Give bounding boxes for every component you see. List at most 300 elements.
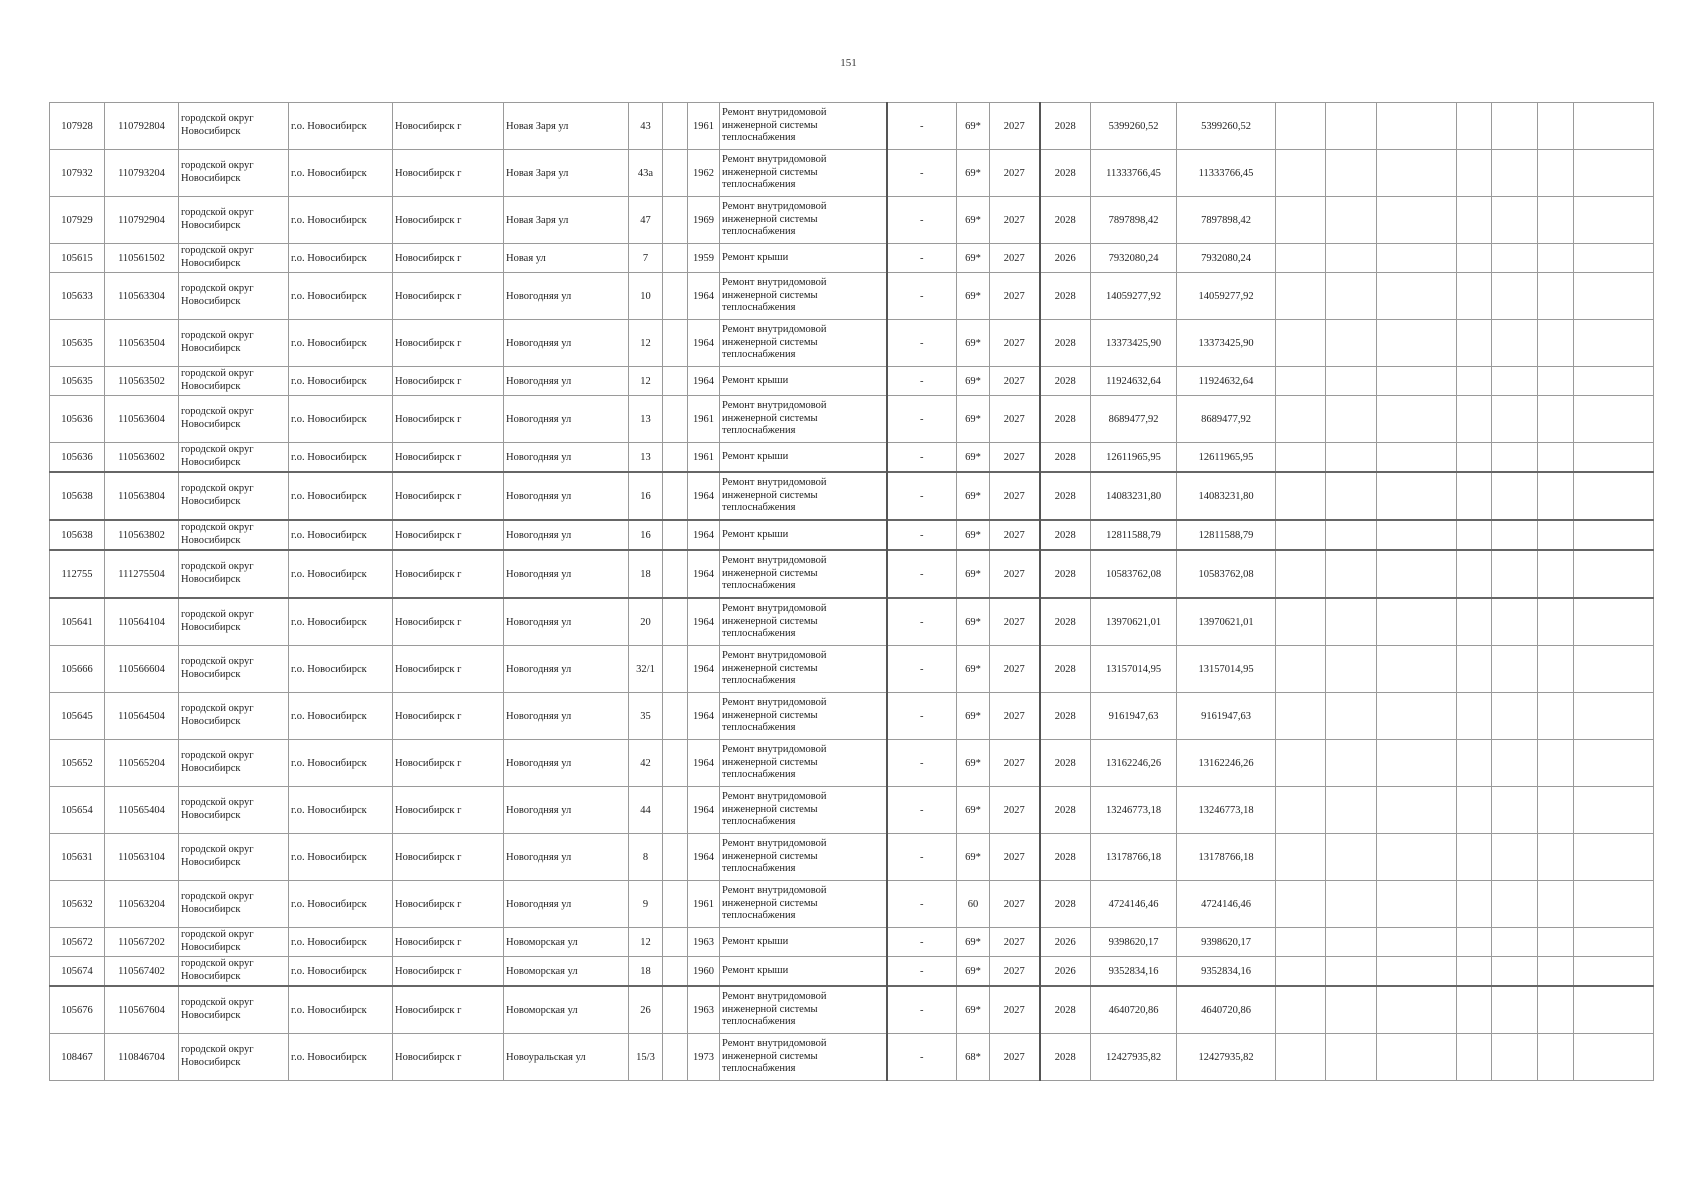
- table-row: [50, 367, 1654, 396]
- cell-blank: [1538, 103, 1574, 150]
- cell-blank: [1276, 550, 1326, 598]
- cell-work-year: 2026: [1040, 957, 1091, 987]
- cell-cost-fund: 9398620,17: [1177, 928, 1276, 957]
- cell-cost-fund: 7897898,42: [1177, 197, 1276, 244]
- cell-dash: -: [887, 150, 957, 197]
- cell-wear-percent: 69*: [957, 443, 990, 473]
- cell-blank: [1326, 834, 1377, 881]
- cell-record-id: 105632: [50, 881, 105, 928]
- cell-blank: [1574, 396, 1654, 443]
- table-row: [50, 787, 1654, 834]
- cell-street: Новогодняя ул: [504, 693, 629, 740]
- cell-object-code: 110567402: [105, 957, 179, 987]
- cell-district: городской округ Новосибирск: [179, 367, 289, 396]
- cell-blank: [1492, 244, 1538, 273]
- cell-blank: [663, 550, 688, 598]
- cell-municipality: г.о. Новосибирск: [289, 1034, 393, 1081]
- cell-street: Новогодняя ул: [504, 443, 629, 473]
- cell-wear-percent: 69*: [957, 550, 990, 598]
- cell-plan-year: 2027: [990, 834, 1040, 881]
- cell-object-code: 110563304: [105, 273, 179, 320]
- cell-house-number: 35: [629, 693, 663, 740]
- cell-record-id: 105615: [50, 244, 105, 273]
- cell-blank: [1276, 986, 1326, 1034]
- cell-dash: -: [887, 598, 957, 646]
- cell-blank: [1457, 693, 1492, 740]
- cell-wear-percent: 69*: [957, 320, 990, 367]
- cell-plan-year: 2027: [990, 1034, 1040, 1081]
- cell-build-year: 1964: [688, 550, 720, 598]
- cell-work-year: 2028: [1040, 834, 1091, 881]
- cell-city: Новосибирск г: [393, 472, 504, 520]
- cell-municipality: г.о. Новосибирск: [289, 693, 393, 740]
- cell-municipality: г.о. Новосибирск: [289, 550, 393, 598]
- cell-house-number: 18: [629, 550, 663, 598]
- cell-blank: [1492, 881, 1538, 928]
- cell-record-id: 105638: [50, 520, 105, 550]
- cell-municipality: г.о. Новосибирск: [289, 957, 393, 987]
- cell-house-number: 12: [629, 928, 663, 957]
- cell-blank: [1538, 520, 1574, 550]
- cell-blank: [1326, 273, 1377, 320]
- cell-blank: [1574, 197, 1654, 244]
- cell-blank: [663, 693, 688, 740]
- cell-wear-percent: 69*: [957, 367, 990, 396]
- cell-work-type: Ремонт внутридомовой инженерной системы теплоснабжения: [720, 787, 887, 834]
- cell-street: Новогодняя ул: [504, 740, 629, 787]
- cell-blank: [1326, 150, 1377, 197]
- cell-cost-fund: 13970621,01: [1177, 598, 1276, 646]
- cell-work-year: 2028: [1040, 881, 1091, 928]
- cell-blank: [1538, 598, 1574, 646]
- cell-house-number: 10: [629, 273, 663, 320]
- cell-dash: -: [887, 396, 957, 443]
- cell-plan-year: 2027: [990, 472, 1040, 520]
- cell-district: городской округ Новосибирск: [179, 550, 289, 598]
- cell-blank: [1538, 881, 1574, 928]
- cell-blank: [1276, 396, 1326, 443]
- cell-municipality: г.о. Новосибирск: [289, 881, 393, 928]
- cell-wear-percent: 69*: [957, 396, 990, 443]
- cell-build-year: 1969: [688, 197, 720, 244]
- cell-dash: -: [887, 646, 957, 693]
- cell-blank: [1326, 598, 1377, 646]
- cell-cost-total: 13246773,18: [1091, 787, 1177, 834]
- cell-blank: [1326, 1034, 1377, 1081]
- cell-street: Новогодняя ул: [504, 472, 629, 520]
- cell-city: Новосибирск г: [393, 244, 504, 273]
- cell-blank: [1457, 472, 1492, 520]
- cell-blank: [1492, 646, 1538, 693]
- cell-wear-percent: 69*: [957, 197, 990, 244]
- cell-cost-fund: 12611965,95: [1177, 443, 1276, 473]
- cell-blank: [663, 881, 688, 928]
- cell-cost-fund: 10583762,08: [1177, 550, 1276, 598]
- cell-street: Новая Заря ул: [504, 103, 629, 150]
- cell-blank: [663, 443, 688, 473]
- cell-district: городской округ Новосибирск: [179, 881, 289, 928]
- cell-record-id: 105631: [50, 834, 105, 881]
- cell-blank: [1492, 598, 1538, 646]
- cell-cost-total: 14059277,92: [1091, 273, 1177, 320]
- cell-blank: [1377, 396, 1457, 443]
- cell-city: Новосибирск г: [393, 740, 504, 787]
- cell-plan-year: 2027: [990, 197, 1040, 244]
- cell-cost-total: 13157014,95: [1091, 646, 1177, 693]
- cell-record-id: 105633: [50, 273, 105, 320]
- cell-cost-total: 13178766,18: [1091, 834, 1177, 881]
- cell-object-code: 110563104: [105, 834, 179, 881]
- cell-street: Новогодняя ул: [504, 273, 629, 320]
- cell-blank: [663, 320, 688, 367]
- cell-wear-percent: 69*: [957, 520, 990, 550]
- table-row: [50, 986, 1654, 1034]
- cell-house-number: 20: [629, 598, 663, 646]
- cell-blank: [1457, 787, 1492, 834]
- cell-city: Новосибирск г: [393, 103, 504, 150]
- table-row: [50, 598, 1654, 646]
- cell-blank: [663, 273, 688, 320]
- cell-street: Новогодняя ул: [504, 396, 629, 443]
- cell-blank: [1457, 1034, 1492, 1081]
- cell-object-code: 110563604: [105, 396, 179, 443]
- cell-object-code: 110563602: [105, 443, 179, 473]
- cell-work-year: 2028: [1040, 598, 1091, 646]
- cell-work-type: Ремонт крыши: [720, 244, 887, 273]
- cell-cost-total: 9398620,17: [1091, 928, 1177, 957]
- cell-blank: [1492, 957, 1538, 987]
- cell-blank: [1538, 787, 1574, 834]
- cell-blank: [1276, 273, 1326, 320]
- cell-blank: [1538, 834, 1574, 881]
- cell-blank: [1574, 598, 1654, 646]
- cell-plan-year: 2027: [990, 367, 1040, 396]
- cell-work-type: Ремонт внутридомовой инженерной системы теплоснабжения: [720, 1034, 887, 1081]
- cell-house-number: 15/3: [629, 1034, 663, 1081]
- cell-blank: [1574, 834, 1654, 881]
- cell-plan-year: 2027: [990, 244, 1040, 273]
- cell-plan-year: 2027: [990, 443, 1040, 473]
- table-row: [50, 273, 1654, 320]
- cell-object-code: 110567202: [105, 928, 179, 957]
- cell-cost-total: 9352834,16: [1091, 957, 1177, 987]
- cell-blank: [1326, 197, 1377, 244]
- cell-blank: [1326, 740, 1377, 787]
- cell-work-year: 2028: [1040, 520, 1091, 550]
- table-row: [50, 740, 1654, 787]
- cell-work-year: 2028: [1040, 197, 1091, 244]
- cell-blank: [1276, 693, 1326, 740]
- cell-blank: [1457, 598, 1492, 646]
- cell-object-code: 110563504: [105, 320, 179, 367]
- cell-work-year: 2028: [1040, 320, 1091, 367]
- cell-plan-year: 2027: [990, 928, 1040, 957]
- cell-municipality: г.о. Новосибирск: [289, 396, 393, 443]
- cell-cost-fund: 11924632,64: [1177, 367, 1276, 396]
- cell-blank: [1457, 273, 1492, 320]
- cell-build-year: 1964: [688, 646, 720, 693]
- cell-blank: [1326, 244, 1377, 273]
- cell-city: Новосибирск г: [393, 550, 504, 598]
- cell-wear-percent: 69*: [957, 957, 990, 987]
- cell-record-id: 105638: [50, 472, 105, 520]
- cell-wear-percent: 69*: [957, 150, 990, 197]
- cell-blank: [1457, 928, 1492, 957]
- cell-district: городской округ Новосибирск: [179, 273, 289, 320]
- cell-work-year: 2028: [1040, 986, 1091, 1034]
- cell-record-id: 105636: [50, 443, 105, 473]
- table-row: [50, 693, 1654, 740]
- cell-blank: [1492, 986, 1538, 1034]
- cell-work-type: Ремонт внутридомовой инженерной системы теплоснабжения: [720, 197, 887, 244]
- cell-work-year: 2028: [1040, 1034, 1091, 1081]
- cell-district: городской округ Новосибирск: [179, 598, 289, 646]
- cell-blank: [1492, 550, 1538, 598]
- cell-street: Новая Заря ул: [504, 150, 629, 197]
- cell-work-type: Ремонт внутридомовой инженерной системы теплоснабжения: [720, 881, 887, 928]
- cell-city: Новосибирск г: [393, 957, 504, 987]
- cell-dash: -: [887, 928, 957, 957]
- cell-blank: [1377, 834, 1457, 881]
- cell-cost-fund: 13246773,18: [1177, 787, 1276, 834]
- cell-street: Новогодняя ул: [504, 550, 629, 598]
- cell-build-year: 1961: [688, 396, 720, 443]
- cell-house-number: 7: [629, 244, 663, 273]
- cell-wear-percent: 69*: [957, 928, 990, 957]
- cell-blank: [1326, 986, 1377, 1034]
- cell-work-year: 2028: [1040, 273, 1091, 320]
- cell-street: Новая ул: [504, 244, 629, 273]
- cell-wear-percent: 69*: [957, 646, 990, 693]
- cell-build-year: 1964: [688, 320, 720, 367]
- cell-blank: [1377, 787, 1457, 834]
- cell-house-number: 43: [629, 103, 663, 150]
- cell-district: городской округ Новосибирск: [179, 957, 289, 987]
- cell-work-type: Ремонт крыши: [720, 367, 887, 396]
- cell-street: Новогодняя ул: [504, 646, 629, 693]
- cell-work-type: Ремонт внутридомовой инженерной системы теплоснабжения: [720, 986, 887, 1034]
- cell-cost-total: 12811588,79: [1091, 520, 1177, 550]
- cell-cost-total: 7932080,24: [1091, 244, 1177, 273]
- cell-blank: [1574, 367, 1654, 396]
- cell-wear-percent: 69*: [957, 693, 990, 740]
- cell-blank: [1538, 273, 1574, 320]
- cell-plan-year: 2027: [990, 273, 1040, 320]
- capital-repair-table: [49, 102, 1654, 1081]
- cell-work-type: Ремонт внутридомовой инженерной системы теплоснабжения: [720, 834, 887, 881]
- cell-wear-percent: 69*: [957, 740, 990, 787]
- table-row: [50, 881, 1654, 928]
- cell-street: Новоморская ул: [504, 986, 629, 1034]
- cell-wear-percent: 69*: [957, 273, 990, 320]
- cell-blank: [1276, 928, 1326, 957]
- cell-record-id: 105641: [50, 598, 105, 646]
- cell-blank: [1326, 103, 1377, 150]
- cell-build-year: 1964: [688, 598, 720, 646]
- cell-blank: [1326, 646, 1377, 693]
- cell-build-year: 1964: [688, 787, 720, 834]
- cell-blank: [663, 197, 688, 244]
- cell-city: Новосибирск г: [393, 320, 504, 367]
- cell-blank: [663, 598, 688, 646]
- cell-municipality: г.о. Новосибирск: [289, 646, 393, 693]
- cell-work-year: 2026: [1040, 244, 1091, 273]
- cell-blank: [1538, 928, 1574, 957]
- cell-city: Новосибирск г: [393, 443, 504, 473]
- cell-dash: -: [887, 367, 957, 396]
- cell-blank: [1377, 244, 1457, 273]
- cell-build-year: 1961: [688, 103, 720, 150]
- cell-dash: -: [887, 244, 957, 273]
- cell-dash: -: [887, 103, 957, 150]
- cell-build-year: 1960: [688, 957, 720, 987]
- cell-work-year: 2028: [1040, 396, 1091, 443]
- cell-blank: [1492, 740, 1538, 787]
- cell-blank: [1326, 520, 1377, 550]
- cell-cost-total: 13162246,26: [1091, 740, 1177, 787]
- cell-district: городской округ Новосибирск: [179, 520, 289, 550]
- cell-plan-year: 2027: [990, 150, 1040, 197]
- cell-build-year: 1964: [688, 472, 720, 520]
- cell-record-id: 105674: [50, 957, 105, 987]
- cell-blank: [1574, 693, 1654, 740]
- cell-cost-fund: 7932080,24: [1177, 244, 1276, 273]
- cell-work-year: 2026: [1040, 928, 1091, 957]
- cell-cost-total: 5399260,52: [1091, 103, 1177, 150]
- cell-municipality: г.о. Новосибирск: [289, 150, 393, 197]
- cell-blank: [663, 103, 688, 150]
- cell-dash: -: [887, 787, 957, 834]
- cell-street: Новогодняя ул: [504, 367, 629, 396]
- cell-blank: [1538, 550, 1574, 598]
- cell-blank: [1574, 740, 1654, 787]
- cell-blank: [1326, 881, 1377, 928]
- cell-blank: [1377, 986, 1457, 1034]
- cell-street: Новогодняя ул: [504, 881, 629, 928]
- cell-blank: [1377, 928, 1457, 957]
- cell-blank: [1326, 472, 1377, 520]
- cell-object-code: 110793204: [105, 150, 179, 197]
- cell-dash: -: [887, 197, 957, 244]
- cell-district: городской округ Новосибирск: [179, 834, 289, 881]
- cell-work-year: 2028: [1040, 367, 1091, 396]
- cell-blank: [663, 1034, 688, 1081]
- cell-build-year: 1964: [688, 740, 720, 787]
- cell-work-year: 2028: [1040, 443, 1091, 473]
- cell-record-id: 107929: [50, 197, 105, 244]
- cell-blank: [1492, 520, 1538, 550]
- cell-blank: [1377, 320, 1457, 367]
- cell-district: городской округ Новосибирск: [179, 103, 289, 150]
- table-body: [50, 103, 1654, 1081]
- cell-blank: [1538, 957, 1574, 987]
- cell-street: Новогодняя ул: [504, 520, 629, 550]
- cell-blank: [1326, 443, 1377, 473]
- cell-city: Новосибирск г: [393, 834, 504, 881]
- cell-wear-percent: 69*: [957, 244, 990, 273]
- cell-plan-year: 2027: [990, 646, 1040, 693]
- cell-cost-total: 7897898,42: [1091, 197, 1177, 244]
- cell-work-type: Ремонт внутридомовой инженерной системы теплоснабжения: [720, 103, 887, 150]
- cell-blank: [663, 957, 688, 987]
- cell-blank: [1276, 957, 1326, 987]
- cell-object-code: 110566604: [105, 646, 179, 693]
- cell-street: Новогодняя ул: [504, 787, 629, 834]
- cell-blank: [1492, 150, 1538, 197]
- cell-house-number: 18: [629, 957, 663, 987]
- cell-work-type: Ремонт внутридомовой инженерной системы теплоснабжения: [720, 740, 887, 787]
- cell-city: Новосибирск г: [393, 787, 504, 834]
- cell-cost-total: 13970621,01: [1091, 598, 1177, 646]
- cell-cost-total: 11333766,45: [1091, 150, 1177, 197]
- cell-object-code: 110565404: [105, 787, 179, 834]
- cell-blank: [1538, 1034, 1574, 1081]
- cell-blank: [663, 520, 688, 550]
- cell-object-code: 110564504: [105, 693, 179, 740]
- cell-blank: [1492, 787, 1538, 834]
- cell-blank: [1457, 646, 1492, 693]
- cell-object-code: 110563804: [105, 472, 179, 520]
- cell-record-id: 105645: [50, 693, 105, 740]
- cell-street: Новая Заря ул: [504, 197, 629, 244]
- cell-record-id: 108467: [50, 1034, 105, 1081]
- cell-blank: [1574, 103, 1654, 150]
- cell-blank: [1326, 928, 1377, 957]
- cell-dash: -: [887, 740, 957, 787]
- cell-work-type: Ремонт внутридомовой инженерной системы теплоснабжения: [720, 646, 887, 693]
- cell-work-type: Ремонт крыши: [720, 928, 887, 957]
- cell-blank: [1326, 396, 1377, 443]
- cell-blank: [1574, 520, 1654, 550]
- cell-blank: [1276, 443, 1326, 473]
- cell-work-year: 2028: [1040, 693, 1091, 740]
- cell-blank: [1492, 834, 1538, 881]
- cell-house-number: 44: [629, 787, 663, 834]
- table-row: [50, 443, 1654, 473]
- cell-dash: -: [887, 986, 957, 1034]
- cell-cost-total: 8689477,92: [1091, 396, 1177, 443]
- cell-blank: [1538, 443, 1574, 473]
- cell-blank: [1492, 443, 1538, 473]
- cell-blank: [1276, 520, 1326, 550]
- cell-blank: [1538, 472, 1574, 520]
- cell-wear-percent: 60: [957, 881, 990, 928]
- cell-city: Новосибирск г: [393, 273, 504, 320]
- table-row: [50, 103, 1654, 150]
- cell-blank: [1492, 320, 1538, 367]
- cell-wear-percent: 69*: [957, 103, 990, 150]
- cell-municipality: г.о. Новосибирск: [289, 197, 393, 244]
- cell-record-id: 105636: [50, 396, 105, 443]
- cell-house-number: 16: [629, 520, 663, 550]
- cell-district: городской округ Новосибирск: [179, 646, 289, 693]
- table-row: [50, 150, 1654, 197]
- cell-blank: [1574, 646, 1654, 693]
- cell-plan-year: 2027: [990, 520, 1040, 550]
- cell-build-year: 1961: [688, 443, 720, 473]
- cell-municipality: г.о. Новосибирск: [289, 244, 393, 273]
- cell-blank: [1326, 787, 1377, 834]
- cell-city: Новосибирск г: [393, 646, 504, 693]
- cell-dash: -: [887, 693, 957, 740]
- cell-house-number: 8: [629, 834, 663, 881]
- cell-object-code: 110561502: [105, 244, 179, 273]
- cell-blank: [1457, 957, 1492, 987]
- cell-object-code: 110792804: [105, 103, 179, 150]
- table-row: [50, 520, 1654, 550]
- table-row: [50, 396, 1654, 443]
- cell-object-code: 110846704: [105, 1034, 179, 1081]
